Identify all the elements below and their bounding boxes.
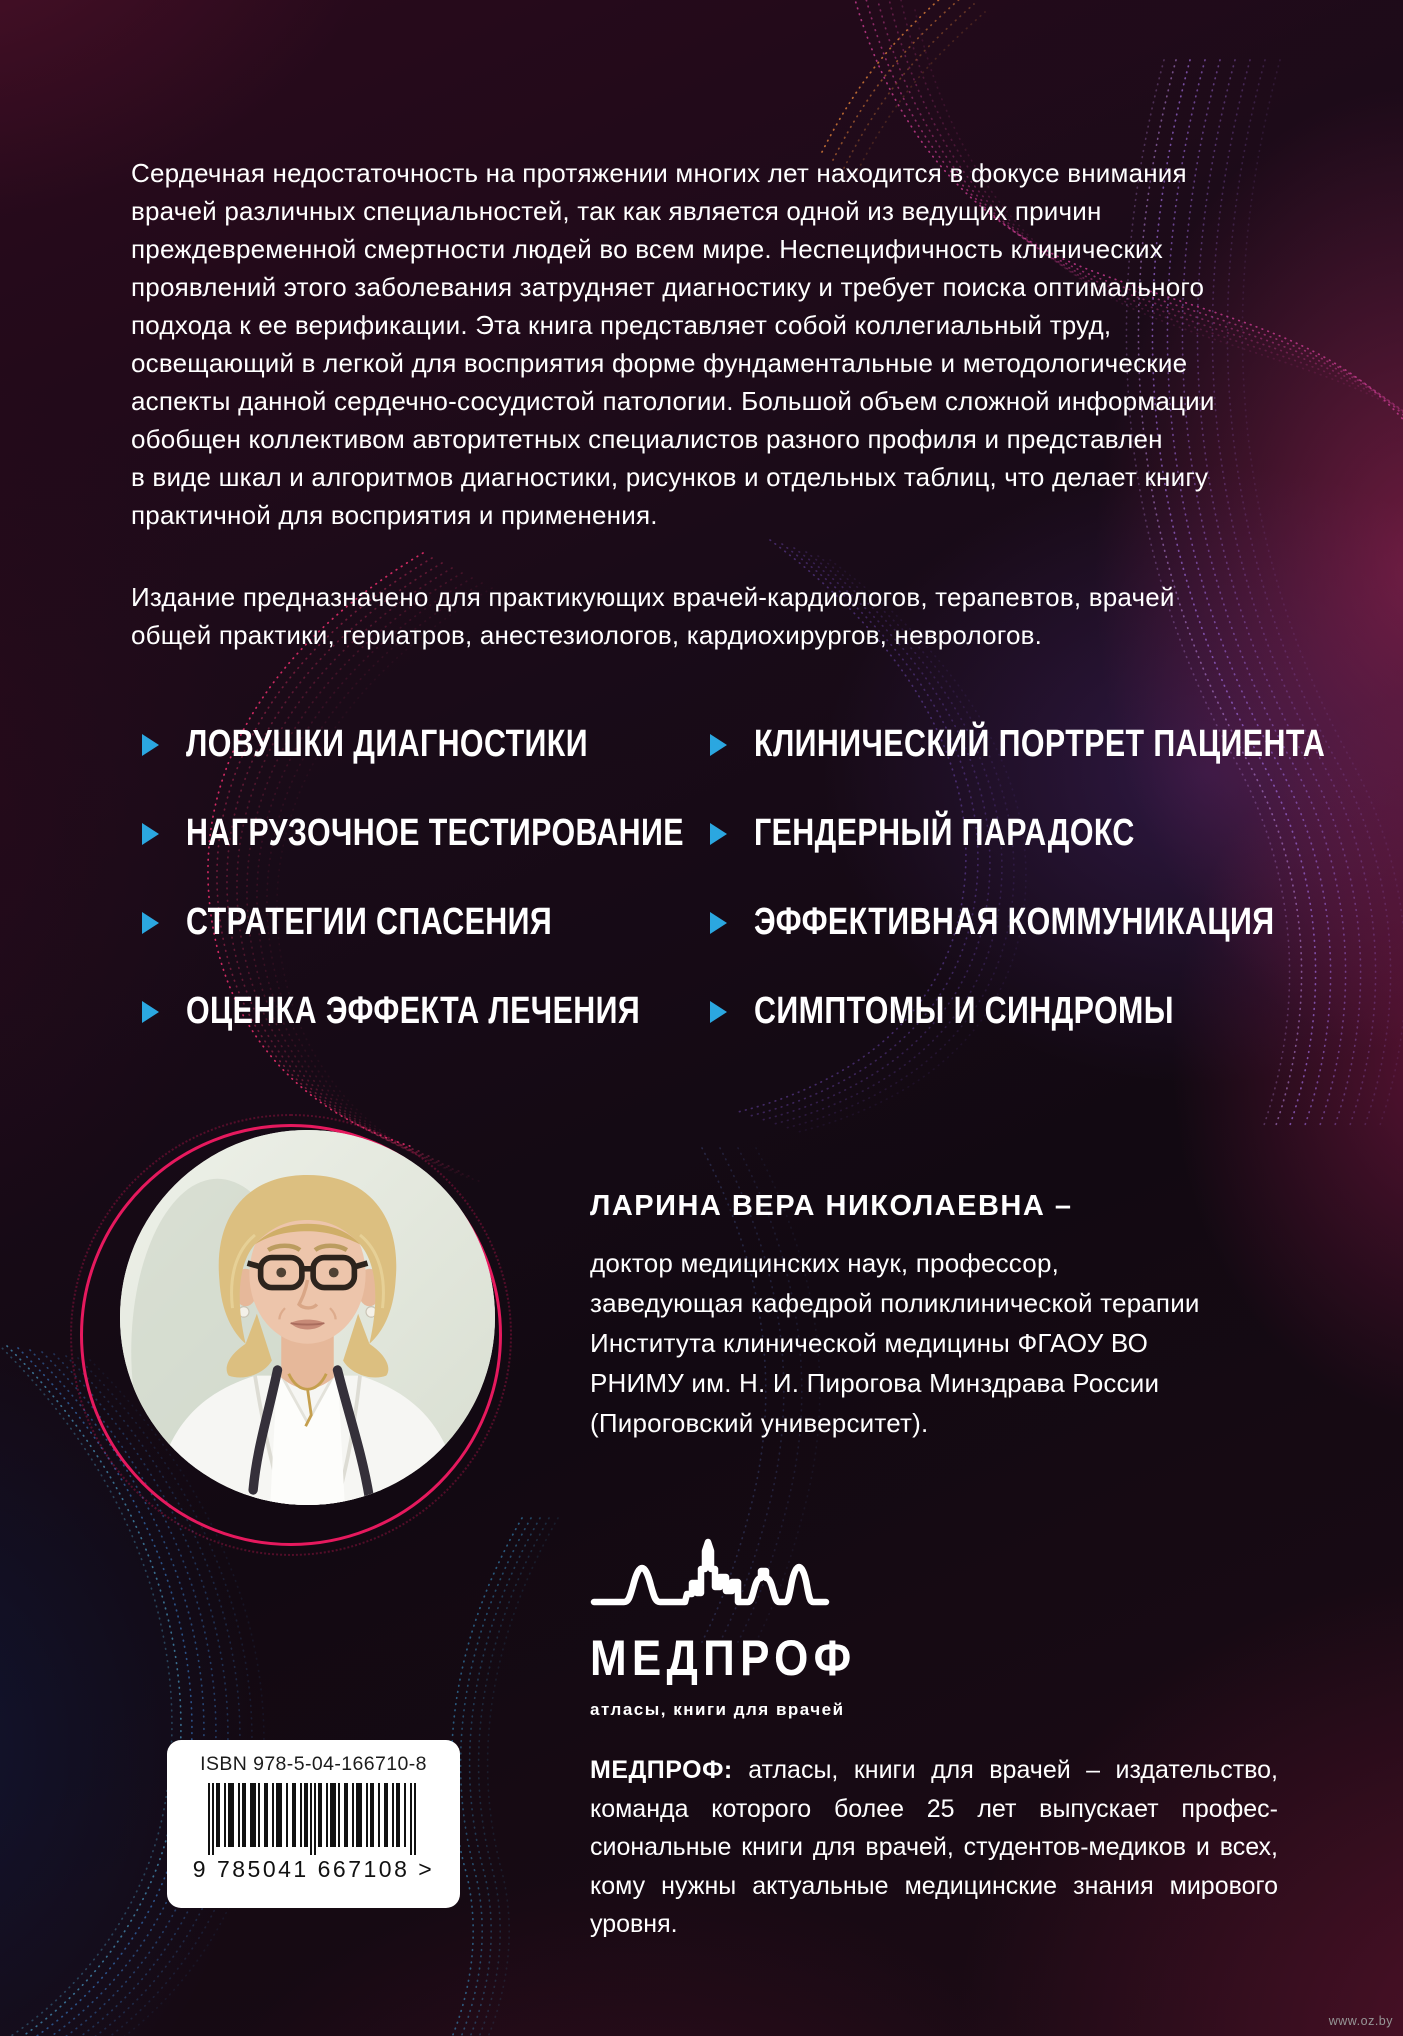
- topic-label: СИМПТОМЫ И СИНДРОМЫ: [754, 990, 1174, 1032]
- bullet-triangle-icon: [142, 823, 159, 845]
- intro-line: в виде шкал и алгоритмов диагностики, рисунков и отдельных таблиц, что делает книгу: [131, 462, 1209, 492]
- topic-item: [710, 789, 1403, 878]
- publisher-about-line: сиональные книги для врачей, студентов-медиков и всех,: [590, 1833, 1278, 1861]
- publisher-logo-text: МЕДПРОФ: [590, 1630, 857, 1686]
- author-block: [590, 1188, 1200, 1443]
- author-bio-line: РНИМУ им. Н. И. Пирогова Минздрава России: [590, 1368, 1160, 1398]
- bullet-triangle-icon: [710, 823, 727, 845]
- topic-item: [142, 878, 808, 967]
- topic-item: [710, 878, 1403, 967]
- author-bio-line: доктор медицинских наук, профессор,: [590, 1248, 1060, 1278]
- intro-line: аспекты данной сердечно-сосудистой патологии. Большой объем сложной информации: [131, 386, 1215, 416]
- bullet-triangle-icon: [142, 734, 159, 756]
- publisher-about-line1-rest: атласы, книги для врачей – издательство,: [748, 1756, 1278, 1784]
- topics-left-column: [142, 700, 808, 1056]
- publisher-about-line: команда которого более 25 лет выпускает профес-: [590, 1794, 1278, 1823]
- topic-label: ОЦЕНКА ЭФФЕКТА ЛЕЧЕНИЯ: [186, 990, 641, 1032]
- author-bio: [590, 1243, 1200, 1443]
- ecg-skyline-icon: [590, 1536, 830, 1616]
- author-photo: [120, 1130, 495, 1505]
- intro-line: Сердечная недостаточность на протяжении многих лет находится в фокусе внимания: [131, 158, 1187, 188]
- bullet-triangle-icon: [710, 912, 727, 934]
- author-bio-line: Института клинической медицины ФГАОУ ВО: [590, 1328, 1149, 1358]
- topic-item: [142, 700, 808, 789]
- publisher-about-lead: МЕДПРОФ:: [590, 1756, 733, 1784]
- intro-line: преждевременной смертности людей во всем мире. Неспецифичность клинических: [131, 234, 1163, 264]
- publisher-about-paragraph: [590, 1751, 1278, 1944]
- bullet-triangle-icon: [710, 1001, 727, 1023]
- topic-label: СТРАТЕГИИ СПАСЕНИЯ: [186, 901, 553, 943]
- author-bio-line: заведующая кафедрой поликлинической терапии: [590, 1288, 1200, 1318]
- topic-item: [710, 967, 1403, 1056]
- topic-label: НАГРУЗОЧНОЕ ТЕСТИРОВАНИЕ: [186, 812, 684, 854]
- intro-line: освещающий в легкой для восприятия форме фундаментальные и методологические: [131, 348, 1188, 378]
- publisher-logo-tagline: атласы, книги для врачей: [590, 1700, 845, 1719]
- publisher-about-line: уровня.: [590, 1910, 678, 1938]
- intro-line: обобщен коллективом авторитетных специалистов разного профиля и представлен: [131, 424, 1163, 454]
- audience-paragraph: [131, 578, 1175, 654]
- store-watermark: www.oz.by: [1328, 2014, 1393, 2028]
- isbn-label: ISBN 978-5-04-166710-8: [200, 1753, 427, 1775]
- barcode: [208, 1783, 420, 1855]
- topic-label: ЭФФЕКТИВНАЯ КОММУНИКАЦИЯ: [754, 901, 1275, 943]
- topic-item: [142, 967, 808, 1056]
- intro-line: проявлений этого заболевания затрудняет диагностику и требует поиска оптимального: [131, 272, 1205, 302]
- barcode-digits: 9 785041 667108 >: [192, 1856, 435, 1882]
- audience-line: Издание предназначено для практикующих врачей-кардиологов, терапевтов, врачей: [131, 582, 1175, 612]
- intro-line: практичной для восприятия и применения.: [131, 500, 658, 530]
- intro-paragraph: [131, 154, 1215, 534]
- publisher-logo-block: [590, 1536, 893, 1720]
- topics-right-column: [710, 700, 1403, 1056]
- author-bio-line: (Пироговский университет).: [590, 1408, 929, 1438]
- topic-label: ГЕНДЕРНЫЙ ПАРАДОКС: [754, 812, 1135, 854]
- topic-label: КЛИНИЧЕСКИЙ ПОРТРЕТ ПАЦИЕНТА: [754, 723, 1326, 765]
- bullet-triangle-icon: [710, 734, 727, 756]
- topic-item: [710, 700, 1403, 789]
- publisher-about-line: кому нужны актуальные медицинские знания мирового: [590, 1871, 1278, 1900]
- intro-line: подхода к ее верификации. Эта книга представляет собой коллегиальный труд,: [131, 310, 1112, 340]
- intro-line: врачей различных специальностей, так как является одной из ведущих причин: [131, 196, 1102, 226]
- author-name: ЛАРИНА ВЕРА НИКОЛАЕВНА –: [590, 1190, 1073, 1222]
- author-portrait-illustration: [120, 1130, 495, 1505]
- bullet-triangle-icon: [142, 1001, 159, 1023]
- audience-line: общей практики, гериатров, анестезиологов, кардиохирургов, неврологов.: [131, 620, 1043, 650]
- bullet-triangle-icon: [142, 912, 159, 934]
- isbn-barcode-box: [167, 1740, 460, 1908]
- topic-item: [142, 789, 808, 878]
- publisher-about-line: [590, 1751, 1278, 1790]
- topic-label: ЛОВУШКИ ДИАГНОСТИКИ: [186, 723, 588, 765]
